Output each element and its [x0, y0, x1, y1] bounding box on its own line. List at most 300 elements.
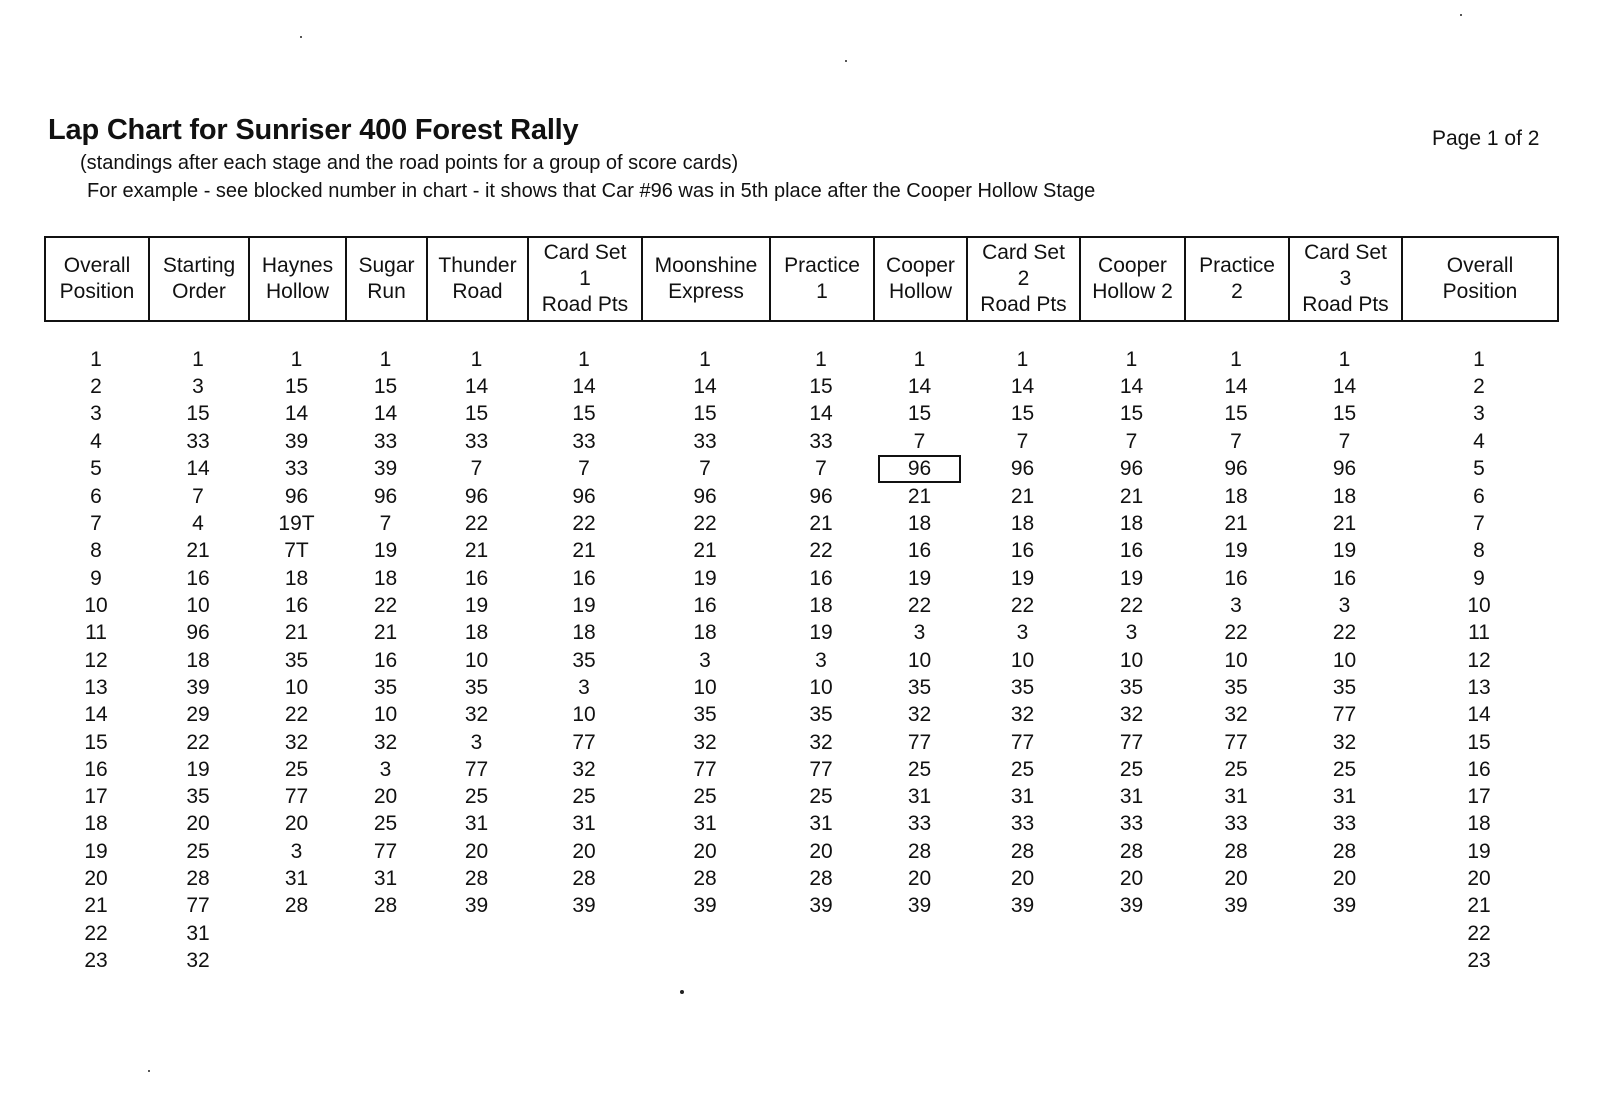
table-cell: 96: [693, 484, 717, 508]
table-cell: 23: [84, 948, 108, 972]
table-cell: 1: [815, 347, 827, 371]
table-cell: 32: [186, 948, 210, 972]
table-cell: 16: [186, 566, 210, 590]
table-cell: 28: [572, 866, 596, 890]
table-cell: 17: [84, 785, 108, 809]
table-cell: 14: [1224, 374, 1248, 398]
table-cell: 10: [1467, 594, 1491, 618]
table-cell: 1: [1338, 347, 1351, 371]
table-cell: 32: [693, 730, 717, 754]
table-cell: [769, 947, 873, 974]
table-cell: 20: [186, 812, 210, 836]
table-cell: [248, 920, 345, 947]
table-cell: 22: [373, 594, 398, 618]
table-cell: 31: [1010, 785, 1035, 809]
table-cell: 39: [1332, 894, 1357, 918]
table-cell: 8: [90, 539, 102, 563]
table-cell: 96: [809, 484, 833, 508]
table-cell: 15: [1010, 402, 1035, 426]
table-cell: 18: [809, 594, 833, 618]
table-cell: 32: [572, 757, 596, 781]
table-cell: 39: [1119, 894, 1144, 918]
table-cell: 33: [693, 429, 717, 453]
column-header: Overall Position: [1402, 237, 1558, 321]
table-cell: 20: [907, 866, 932, 890]
table-cell: 18: [1010, 512, 1035, 536]
table-cell: 33: [809, 429, 833, 453]
table-cell: 15: [1119, 402, 1144, 426]
table-cell: 39: [373, 457, 398, 481]
table-cell: 28: [464, 866, 489, 890]
table-cell: 7: [379, 512, 392, 536]
lap-chart-table: [44, 346, 1557, 975]
table-cell: 32: [464, 703, 489, 727]
table-cell: 7: [192, 484, 204, 508]
table-cell: 22: [1224, 621, 1248, 645]
table-cell: 25: [186, 839, 210, 863]
table-cell: 96: [1332, 457, 1357, 481]
table-cell: 39: [572, 894, 596, 918]
table-cell: 21: [572, 539, 596, 563]
table-cell: [1079, 947, 1184, 974]
table-cell: 20: [284, 812, 309, 836]
table-cell: [1288, 947, 1401, 974]
table-cell: 29: [186, 703, 210, 727]
table-cell: [769, 920, 873, 947]
table-cell: 39: [1224, 894, 1248, 918]
table-cell: 19: [572, 594, 596, 618]
table-row: [44, 729, 1557, 756]
table-cell: 21: [284, 621, 309, 645]
table-cell: 20: [464, 839, 489, 863]
table-cell: 14: [373, 402, 398, 426]
table-cell: 15: [373, 374, 398, 398]
table-cell: 11: [85, 621, 107, 645]
table-cell: 7: [1125, 429, 1138, 453]
table-cell: 10: [693, 675, 717, 699]
table-cell: [345, 947, 426, 974]
table-cell: 10: [464, 648, 489, 672]
table-cell: 10: [373, 703, 398, 727]
table-cell: 35: [907, 675, 932, 699]
table-cell: 14: [1467, 703, 1491, 727]
table-cell: [1079, 920, 1184, 947]
table-cell: 25: [693, 785, 717, 809]
table-row: [44, 346, 1557, 373]
table-cell: 21: [693, 539, 717, 563]
table-cell: 5: [90, 457, 102, 481]
column-header: Moonshine Express: [642, 237, 770, 321]
table-cell: 35: [1119, 675, 1144, 699]
table-cell: 28: [1224, 839, 1248, 863]
table-cell: 31: [464, 812, 489, 836]
table-cell: 17: [1467, 785, 1491, 809]
table-cell: 33: [1119, 812, 1144, 836]
table-cell: 15: [1467, 730, 1491, 754]
example-note: For example - see blocked number in chart - it shows that Car #96 was in 5th place after the Cooper Hollow Stage: [87, 180, 1096, 202]
table-cell: 35: [572, 648, 596, 672]
table-cell: 10: [1119, 648, 1144, 672]
table-cell: 35: [1010, 675, 1035, 699]
table-cell: 19: [373, 539, 398, 563]
table-cell: 6: [1473, 484, 1485, 508]
table-cell: 32: [1332, 730, 1357, 754]
table-cell: 77: [572, 730, 596, 754]
table-cell: 77: [907, 730, 932, 754]
table-cell: 25: [1224, 757, 1248, 781]
table-cell: 14: [284, 402, 309, 426]
table-cell: 9: [90, 566, 102, 590]
table-cell: [1288, 920, 1401, 947]
table-cell: 77: [1010, 730, 1035, 754]
table-cell: 12: [1467, 648, 1491, 672]
table-cell: 7: [1230, 429, 1242, 453]
table-cell: 16: [1119, 539, 1144, 563]
table-cell: 33: [1332, 812, 1357, 836]
table-cell: 21: [464, 539, 489, 563]
table-cell: 20: [1224, 866, 1248, 890]
table-cell: 16: [284, 594, 309, 618]
table-cell: 96: [572, 484, 596, 508]
table-cell: 28: [907, 839, 932, 863]
table-cell: 2: [90, 374, 102, 398]
table-cell: [966, 947, 1079, 974]
table-row: [44, 455, 1557, 483]
table-cell: 7: [90, 512, 102, 536]
table-cell: 31: [907, 785, 932, 809]
table-row: [44, 538, 1557, 565]
table-cell: 31: [809, 812, 833, 836]
table-cell: 7T: [284, 539, 309, 563]
table-cell: 39: [1010, 894, 1035, 918]
table-cell: [426, 920, 527, 947]
table-cell: 14: [464, 374, 489, 398]
table-cell: 77: [284, 785, 309, 809]
table-cell: 28: [284, 894, 309, 918]
table-cell: 19: [1224, 539, 1248, 563]
table-cell: 15: [84, 730, 108, 754]
table-cell: 25: [572, 785, 596, 809]
table-cell: 3: [1016, 621, 1029, 645]
table-cell: [641, 947, 769, 974]
table-cell: [873, 947, 966, 974]
table-cell: 20: [1010, 866, 1035, 890]
table-cell: 16: [1332, 566, 1357, 590]
table-cell: 35: [464, 675, 489, 699]
table-cell: 16: [84, 757, 108, 781]
table-cell: 31: [1119, 785, 1144, 809]
table-cell: 77: [1332, 703, 1357, 727]
table-cell: 16: [1010, 539, 1035, 563]
table-cell: 96: [1224, 457, 1248, 481]
table-cell: 19: [186, 757, 210, 781]
table-cell: 4: [90, 429, 102, 453]
table-row: [44, 373, 1557, 400]
table-cell: 32: [284, 730, 309, 754]
highlighted-cell: 96: [878, 455, 961, 483]
table-cell: 23: [1467, 948, 1491, 972]
table-cell: 21: [1119, 484, 1144, 508]
table-cell: 15: [907, 402, 932, 426]
table-cell: 7: [578, 457, 590, 481]
table-cell: [426, 947, 527, 974]
table-cell: 18: [373, 566, 398, 590]
table-cell: 21: [907, 484, 932, 508]
table-cell: 18: [464, 621, 489, 645]
table-cell: [873, 920, 966, 947]
table-row: [44, 565, 1557, 592]
table-cell: 33: [284, 457, 309, 481]
table-cell: 1: [578, 347, 590, 371]
table-cell: 15: [1224, 402, 1248, 426]
table-cell: 3: [1125, 621, 1138, 645]
table-cell: 1: [192, 347, 204, 371]
column-header: Starting Order: [149, 237, 249, 321]
table-cell: 3: [1473, 402, 1485, 426]
table-cell: 35: [284, 648, 309, 672]
table-cell: 1: [699, 347, 711, 371]
table-cell: 16: [693, 594, 717, 618]
table-cell: 22: [1467, 921, 1491, 945]
table-cell: 14: [693, 374, 717, 398]
document-title: Lap Chart for Sunriser 400 Forest Rally: [48, 114, 579, 146]
table-cell: 10: [1224, 648, 1248, 672]
table-cell: 15: [809, 374, 833, 398]
table-cell: 28: [373, 894, 398, 918]
table-cell: 22: [693, 512, 717, 536]
table-cell: 33: [1010, 812, 1035, 836]
table-cell: 3: [90, 402, 102, 426]
table-cell: 25: [284, 757, 309, 781]
table-row: [44, 401, 1557, 428]
table-cell: 21: [1010, 484, 1035, 508]
table-cell: 22: [1010, 594, 1035, 618]
table-cell: 20: [373, 785, 398, 809]
column-header: Sugar Run: [346, 237, 427, 321]
table-cell: 31: [693, 812, 717, 836]
table-cell: 39: [809, 894, 833, 918]
table-cell: 21: [373, 621, 398, 645]
table-cell: 35: [186, 785, 210, 809]
table-cell: 10: [186, 594, 210, 618]
table-cell: 20: [1119, 866, 1144, 890]
table-cell: 19: [1332, 539, 1357, 563]
table-cell: 96: [1010, 457, 1035, 481]
table-row: [44, 783, 1557, 810]
column-header: Practice 1: [770, 237, 874, 321]
table-cell: 3: [1338, 594, 1351, 618]
table-cell: 20: [809, 839, 833, 863]
table-cell: 16: [1467, 757, 1491, 781]
table-row: [44, 893, 1557, 920]
table-cell: [527, 920, 641, 947]
table-cell: 25: [464, 785, 489, 809]
table-cell: 15: [464, 402, 489, 426]
table-cell: 33: [373, 429, 398, 453]
table-cell: 21: [186, 539, 210, 563]
table-cell: 28: [1010, 839, 1035, 863]
table-cell: 9: [1473, 566, 1485, 590]
table-cell: 3: [913, 621, 926, 645]
table-cell: 15: [1332, 402, 1357, 426]
table-cell: 18: [1119, 512, 1144, 536]
table-cell: 7: [1473, 512, 1485, 536]
table-cell: 22: [1119, 594, 1144, 618]
table-cell: [873, 455, 966, 483]
table-cell: 31: [1332, 785, 1357, 809]
table-cell: 16: [1224, 566, 1248, 590]
table-cell: 32: [1010, 703, 1035, 727]
table-cell: 21: [84, 894, 108, 918]
table-cell: 77: [186, 894, 210, 918]
table-cell: 4: [192, 512, 204, 536]
table-cell: 18: [1224, 484, 1248, 508]
table-cell: 12: [84, 648, 108, 672]
table-cell: 20: [1467, 866, 1491, 890]
column-header: Thunder Road: [427, 237, 528, 321]
table-cell: 35: [1224, 675, 1248, 699]
scan-speck: [148, 1070, 150, 1072]
table-cell: 7: [913, 429, 926, 453]
table-cell: 39: [907, 894, 932, 918]
table-cell: 1: [1473, 347, 1485, 371]
table-cell: 22: [84, 921, 108, 945]
table-cell: 96: [464, 484, 489, 508]
table-cell: 2: [1473, 374, 1485, 398]
table-cell: 77: [809, 757, 833, 781]
table-cell: 16: [373, 648, 398, 672]
table-cell: 7: [1338, 429, 1351, 453]
table-cell: 14: [1010, 374, 1035, 398]
table-cell: 32: [373, 730, 398, 754]
table-cell: 14: [1119, 374, 1144, 398]
table-cell: 31: [1224, 785, 1248, 809]
table-cell: 32: [907, 703, 932, 727]
table-row: [44, 510, 1557, 537]
table-cell: 8: [1473, 539, 1485, 563]
table-cell: [966, 920, 1079, 947]
table-cell: 33: [1224, 812, 1248, 836]
table-cell: 15: [186, 402, 210, 426]
table-cell: 77: [464, 757, 489, 781]
table-cell: 28: [186, 866, 210, 890]
document-subtitle: (standings after each stage and the road points for a group of score cards): [80, 152, 739, 174]
table-cell: 3: [815, 648, 827, 672]
table-row: [44, 947, 1557, 974]
table-cell: 3: [290, 839, 303, 863]
table-cell: 96: [284, 484, 309, 508]
table-cell: 35: [373, 675, 398, 699]
table-cell: [1184, 920, 1288, 947]
table-cell: 1: [379, 347, 392, 371]
table-row: [44, 647, 1557, 674]
table-cell: 16: [572, 566, 596, 590]
table-cell: 14: [186, 457, 210, 481]
table-cell: 18: [1467, 812, 1491, 836]
table-cell: 19: [693, 566, 717, 590]
table-cell: 10: [1010, 648, 1035, 672]
table-cell: 18: [186, 648, 210, 672]
table-cell: 1: [1125, 347, 1138, 371]
table-cell: 33: [464, 429, 489, 453]
table-cell: 19: [84, 839, 108, 863]
table-cell: 35: [693, 703, 717, 727]
table-cell: 39: [186, 675, 210, 699]
table-cell: 6: [90, 484, 102, 508]
header-row: [45, 237, 1558, 321]
table-cell: 21: [1467, 894, 1491, 918]
table-cell: 28: [1332, 839, 1357, 863]
table-cell: 1: [1230, 347, 1242, 371]
table-cell: 1: [470, 347, 483, 371]
table-cell: 16: [464, 566, 489, 590]
table-cell: 22: [907, 594, 932, 618]
table-cell: 22: [186, 730, 210, 754]
table-cell: 19: [1467, 839, 1491, 863]
table-cell: 1: [913, 347, 926, 371]
table-cell: 18: [84, 812, 108, 836]
column-header: Card Set 3 Road Pts: [1289, 237, 1402, 321]
table-cell: 77: [1119, 730, 1144, 754]
table-cell: 19T: [278, 512, 315, 536]
table-cell: 1: [90, 347, 102, 371]
table-cell: 20: [84, 866, 108, 890]
table-cell: 7: [470, 457, 483, 481]
table-cell: 39: [693, 894, 717, 918]
table-cell: 3: [379, 757, 392, 781]
table-cell: 35: [1332, 675, 1357, 699]
column-header: Cooper Hollow 2: [1080, 237, 1185, 321]
table-cell: 19: [1119, 566, 1144, 590]
table-row: [44, 428, 1557, 455]
scan-speck: [1460, 14, 1462, 16]
table-cell: 20: [1332, 866, 1357, 890]
column-header: Practice 2: [1185, 237, 1289, 321]
table-cell: 14: [84, 703, 108, 727]
table-cell: 18: [907, 512, 932, 536]
table-cell: 25: [907, 757, 932, 781]
table-cell: 3: [192, 374, 204, 398]
table-cell: 18: [284, 566, 309, 590]
table-cell: 22: [284, 703, 309, 727]
table-cell: 25: [1332, 757, 1357, 781]
table-cell: 25: [809, 785, 833, 809]
table-row: [44, 592, 1557, 619]
table-cell: 3: [699, 648, 711, 672]
table-row: [44, 865, 1557, 892]
table-cell: 10: [84, 594, 108, 618]
table-cell: 31: [186, 921, 210, 945]
table-cell: 19: [464, 594, 489, 618]
table-row: [44, 620, 1557, 647]
table-cell: 21: [1332, 512, 1357, 536]
table-cell: 10: [907, 648, 932, 672]
table-cell: 13: [84, 675, 108, 699]
table-cell: 14: [907, 374, 932, 398]
table-cell: 39: [464, 894, 489, 918]
table-cell: 25: [373, 812, 398, 836]
table-cell: 33: [907, 812, 932, 836]
table-cell: 7: [699, 457, 711, 481]
column-header: Overall Position: [45, 237, 149, 321]
table-cell: 35: [809, 703, 833, 727]
table-cell: 10: [284, 675, 309, 699]
table-cell: 25: [1010, 757, 1035, 781]
table-cell: 77: [373, 839, 398, 863]
table-cell: 3: [1230, 594, 1242, 618]
table-cell: 10: [809, 675, 833, 699]
table-cell: 11: [1468, 621, 1490, 645]
